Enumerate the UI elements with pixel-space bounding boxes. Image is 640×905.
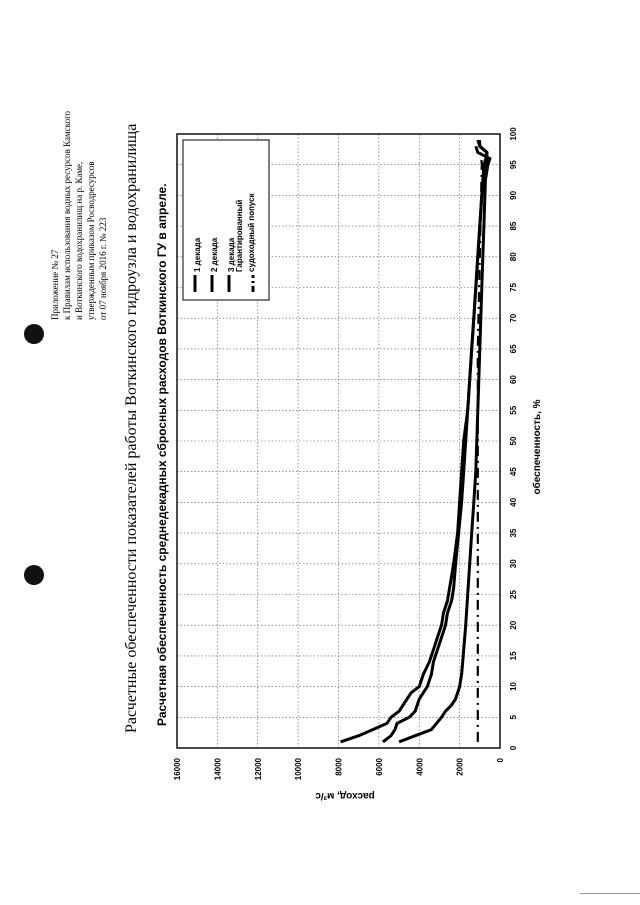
appendix-line-4: утвержденным приказом Росводресурсов [86, 161, 96, 320]
x-tick-label: 75 [509, 283, 518, 292]
legend-label-1: 1 декада [193, 237, 202, 272]
page-title: Расчетные обеспеченности показателей работы Воткинского гидроузла и водохранилища [123, 123, 140, 733]
x-tick-label: 5 [509, 715, 518, 720]
appendix-note [50, 110, 108, 320]
x-tick-label: 100 [509, 127, 518, 141]
y-tick-label: 6000 [374, 758, 384, 776]
x-tick-label: 60 [509, 375, 518, 385]
x-axis-tick-labels [509, 127, 518, 750]
x-tick-label: 95 [509, 160, 518, 170]
y-tick-label: 2000 [455, 758, 465, 776]
x-tick-label: 40 [509, 497, 518, 507]
chart-legend [183, 140, 269, 300]
y-tick-label: 16000 [173, 758, 182, 781]
y-tick-label: 10000 [294, 758, 304, 781]
chart-title: Расчетная обеспеченность среднедекадных сбросных расходов Воткинского ГУ в апреле. [155, 183, 169, 726]
x-tick-label: 10 [509, 682, 518, 692]
x-tick-label: 90 [509, 190, 518, 200]
appendix-line-3: и Воткинского водохранилищ на р. Каме, [74, 161, 84, 320]
legend-label-4: Гарантированный [235, 199, 244, 272]
x-tick-label: 0 [509, 745, 518, 751]
x-tick-label: 30 [509, 559, 518, 569]
x-tick-label: 65 [509, 344, 518, 354]
appendix-line-1: Приложение № 27 [50, 249, 60, 320]
x-tick-label: 15 [509, 651, 518, 661]
appendix-line-5: от 07 ноября 2016 г. № 223 [98, 217, 108, 320]
appendix-line-2: к Правилам использования водных ресурсов Камского [62, 110, 72, 320]
x-tick-label: 50 [509, 436, 518, 446]
y-tick-label: 12000 [253, 758, 263, 781]
x-tick-label: 85 [509, 221, 518, 231]
x-axis-label: обеспеченность, % [532, 399, 543, 495]
x-tick-label: 20 [509, 620, 518, 630]
y-axis-label: расход, м³/с [315, 790, 375, 801]
y-tick-label: 0 [496, 758, 505, 763]
legend-label-3: 3 декада [227, 237, 236, 272]
y-tick-label: 4000 [415, 758, 425, 776]
legend-label-2: 2 декада [210, 237, 219, 272]
x-tick-label: 70 [509, 313, 518, 323]
y-axis-tick-labels [173, 757, 505, 780]
x-tick-label: 25 [509, 590, 518, 599]
series-line-3 [341, 146, 490, 742]
legend-label-4-cont: судоходный попуск [247, 193, 256, 272]
x-tick-label: 80 [509, 252, 518, 262]
x-tick-label: 35 [509, 528, 518, 538]
x-tick-label: 45 [509, 467, 518, 477]
y-tick-label: 8000 [334, 758, 344, 776]
y-tick-label: 14000 [213, 758, 223, 781]
series-line-2 [383, 146, 487, 742]
x-tick-label: 55 [509, 405, 518, 415]
